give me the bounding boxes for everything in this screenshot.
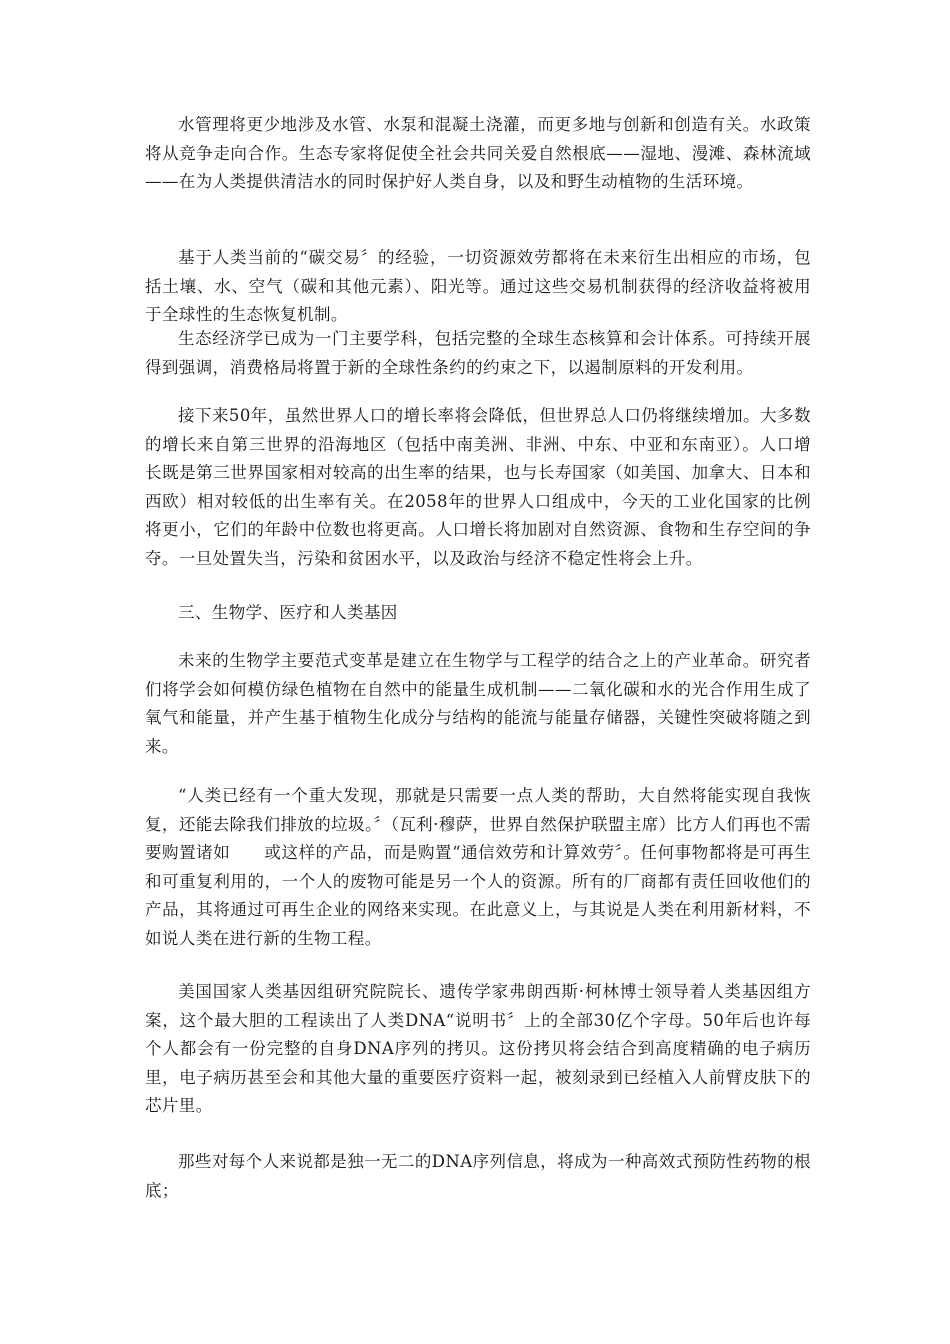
paragraph-dna-sequence: 那些对每个人来说都是独一无二的DNA序列信息，将成为一种高效式预防性药物的根底；	[145, 1152, 811, 1200]
paragraph-population-growth: 接下来50年，虽然世界人口的增长率将会降低，但世界总人口仍将继续增加。大多数的增长来自第三世界的沿海地区（包括中南美洲、非洲、中东、中亚和东南亚）。人口增长既是第三世界国家相对较高的出生率的结果，也与长寿国家（如美国、加拿大、日本和西欧）相对较低的出生率有关。在2058年的世界人口组成中，今天的工业化国家的比例将更小，它们的年龄中位数也将更高。人口增长将加剧对自然资源、食物和生存空间的争夺。一旦处置失当，污染和贫困水平，以及政治与经济不稳定性将会上升。	[145, 406, 811, 568]
paragraph-biology-paradigm: 未来的生物学主要范式变革是建立在生物学与工程学的结合之上的产业革命。研究者们将学会如何模仿绿色植物在自然中的能量生成机制——二氧化碳和水的光合作用生成了氧气和能量，并产生基于植物生化成分与结构的能流与能量存储器，关键性突破将随之到来。	[145, 651, 811, 756]
paragraph-carbon-trading: 基于人类当前的“碳交易〞的经验，一切资源效劳都将在未来衍生出相应的市场，包括土壤、水、空气（碳和其他元素）、阳光等。通过这些交易机制获得的经济收益将被用于全球性的生态恢复机制。	[145, 248, 811, 325]
paragraph-water-management: 水管理将更少地涉及水管、水泵和混凝土浇灌，而更多地与创新和创造有关。水政策将从竞争走向合作。生态专家将促使全社会共同关爱自然根底——湿地、漫滩、森林流域——在为人类提供清洁水的同时保护好人类自身，以及和野生动植物的生活环境。	[145, 115, 811, 192]
section-heading-biology: 三、生物学、医疗和人类基因	[178, 603, 398, 622]
paragraph-ecological-economics: 生态经济学已成为一门主要学科，包括完整的全球生态核算和会计体系。可持续开展得到强调，消费格局将置于新的全球性条约的约束之下，以遏制原料的开发利用。	[145, 329, 811, 377]
paragraph-human-genome: 美国国家人类基因组研究院院长、遗传学家弗朗西斯·柯林博士领导着人类基因组方案，这个最大胆的工程读出了人类DNA“说明书〞上的全部30亿个字母。50年后也许每个人都会有一份完整的自身DNA序列的拷贝。这份拷贝将会结合到高度精确的电子病历里，电子病历甚至会和其他大量的重要医疗资料一起，被刻录到已经植入人前臂皮肤下的芯片里。	[145, 982, 811, 1116]
paragraph-quote-nature-recovery: “人类已经有一个重大发现，那就是只需要一点人类的帮助，大自然将能实现自我恢复，还能去除我们排放的垃圾。〞（瓦利·穆萨，世界自然保护联盟主席）比方人们再也不需要购置诸如 或这样的产品，而是购置“通信效劳和计算效劳〞。任何事物都将是可再生和可重复利用的，一个人的废物可能是另一个人的资源。所有的厂商都有责任回收他们的产品，其将通过可再生企业的网络来实现。在此意义上，与其说是人类在利用新材料，不如说人类在进行新的生物工程。	[145, 786, 811, 948]
